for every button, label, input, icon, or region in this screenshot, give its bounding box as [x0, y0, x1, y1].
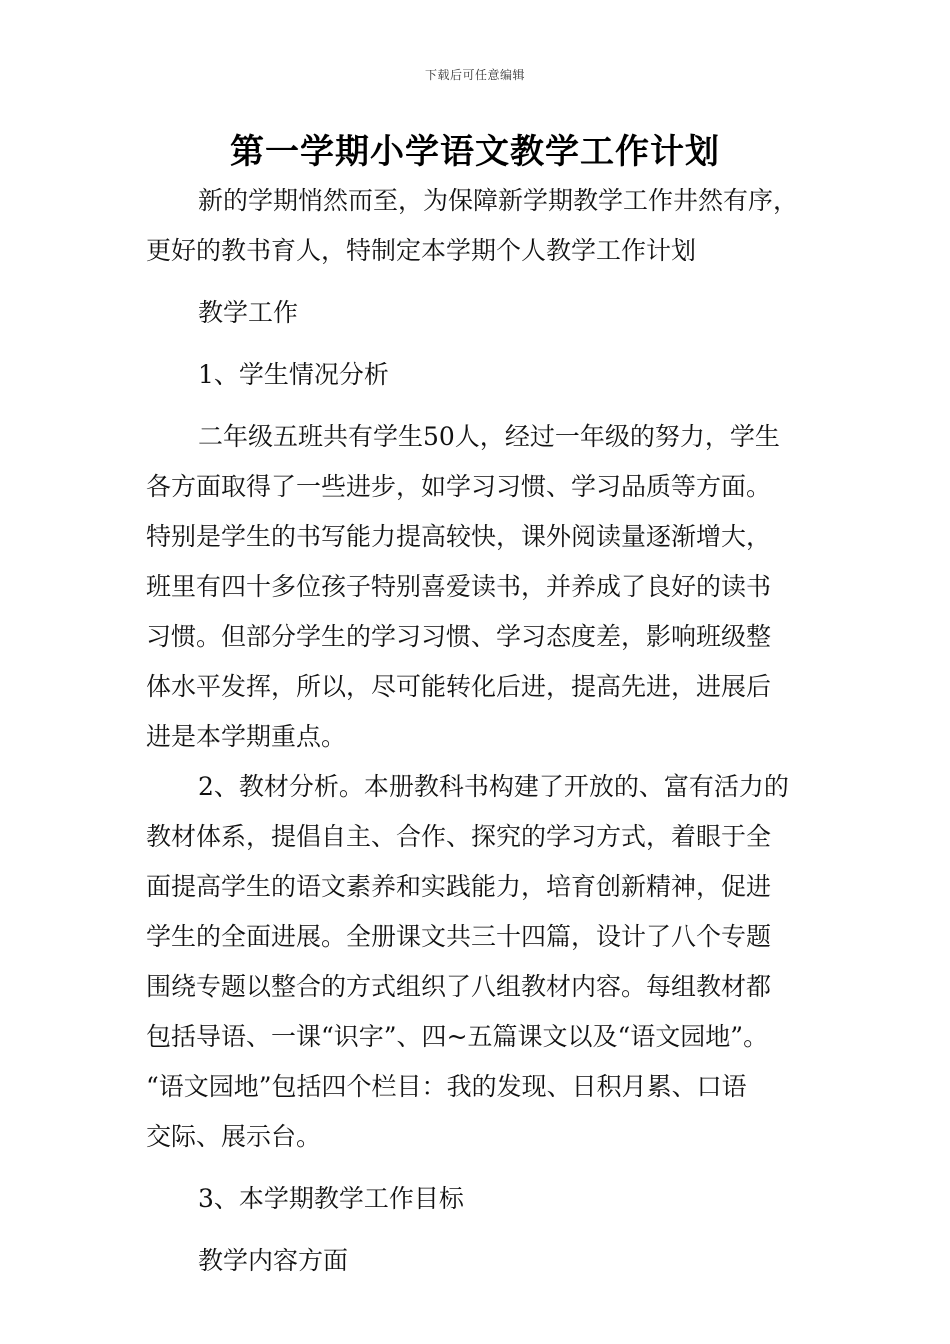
paragraph-line: 交际、展示台。 [146, 1122, 322, 1151]
section-heading: 1、学生情况分析 [198, 360, 389, 389]
paragraph-line: 体水平发挥，所以，尽可能转化后进，提高先进，进展后 [146, 672, 772, 701]
paragraph-line: 班里有四十多位孩子特别喜爱读书，并养成了良好的读书 [146, 572, 772, 601]
document-title: 第一学期小学语文教学工作计划 [230, 132, 720, 172]
section-heading: 教学内容方面 [198, 1246, 349, 1275]
paragraph-line: 进是本学期重点。 [146, 722, 347, 751]
paragraph-line: “语文园地”包括四个栏目：我的发现、日积月累、口语 [146, 1072, 747, 1101]
document-body [146, 176, 846, 1286]
paragraph-line: 习惯。但部分学生的学习习惯、学习态度差，影响班级整 [146, 622, 772, 651]
paragraph-line: 更好的教书育人，特制定本学期个人教学工作计划 [146, 236, 697, 265]
paragraph-line: 包括导语、一课“识字”、四~五篇课文以及“语文园地”。 [146, 1022, 769, 1051]
paragraph-line: 特别是学生的书写能力提高较快，课外阅读量逐渐增大， [146, 522, 772, 551]
paragraph-line: 2、教材分析。本册教科书构建了开放的、富有活力的 [198, 772, 789, 801]
paragraph-line: 新的学期悄然而至，为保障新学期教学工作井然有序， [198, 186, 799, 215]
paragraph-line: 围绕专题以整合的方式组织了八组教材内容。每组教材都 [146, 972, 772, 1001]
section-heading: 教学工作 [198, 298, 299, 327]
paragraph-line: 面提高学生的语文素养和实践能力，培育创新精神，促进 [146, 872, 772, 901]
paragraph-line: 学生的全面进展。全册课文共三十四篇，设计了八个专题 [146, 922, 772, 951]
header-note: 下载后可任意编辑 [424, 68, 525, 82]
paragraph-line: 二年级五班共有学生50人，经过一年级的努力，学生 [198, 422, 780, 451]
section-heading: 3、本学期教学工作目标 [198, 1184, 464, 1213]
paragraph-line: 教材体系，提倡自主、合作、探究的学习方式，着眼于全 [146, 822, 772, 851]
paragraph-line: 各方面取得了一些进步，如学习习惯、学习品质等方面。 [146, 472, 772, 501]
